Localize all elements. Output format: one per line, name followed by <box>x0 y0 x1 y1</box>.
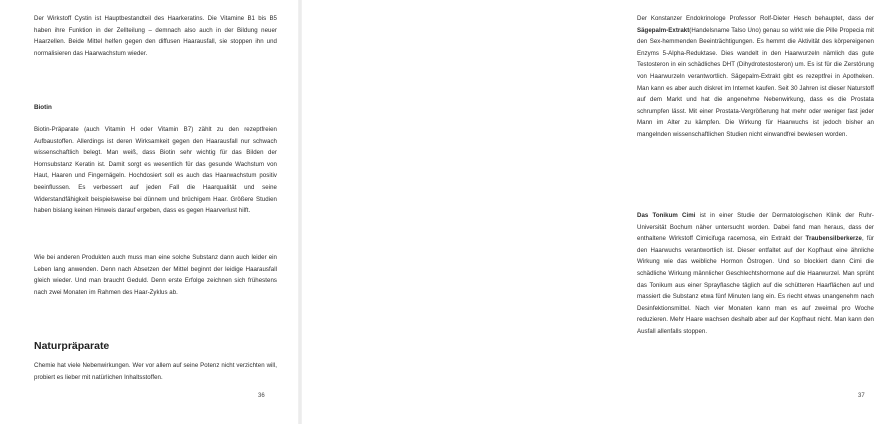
paragraph-natural: Chemie hat viele Nebenwirkungen. Wer vor allem auf seine Potenz nicht verzichten will, probiert es lieber mit natürlichen Inhaltsstoffen. <box>34 362 277 381</box>
subheading-biotin: Biotin <box>34 104 52 111</box>
paragraph-application: Wie bei anderen Produkten auch muss man eine solche Substanz dann auch leider ein Leben lang anwenden. Denn nach Absetzen der Mittel beginnt der leidige Haarausfall gleich wieder. Und man braucht Geduld. Denn erste Erfolge zeichnen sich frühestens nach zwei Monaten im Rahmen des Haar-Zyklus ab. <box>34 254 277 296</box>
paragraph-cystin: Der Wirkstoff Cystin ist Hauptbestandteil des Haarkeratins. Die Vitamine B1 bis B5 haben ihre Funktion in der Zellteilung – demnach also auch in der Bildung neuer Haarzellen. Beide Mittel helfen gegen den diffusen Haarausfall, sie stoppen ihn und normalisieren das Haarwachstum wieder. <box>34 15 277 57</box>
paragraph-cimi: Das Tonikum Cimi ist in einer Studie der Dermatologischen Klinik der Ruhr-Universität Bochum näher untersucht worden. Dabei fand man heraus, dass der enthaltene Wirkstoff Cimicifuga racemosa, ein Extrakt der Traubensilberkerze, für den Haarwuchs verantwortlich ist. Dieser entfaltet auf der Kopfhaut eine ähnliche Wirkung wie das weibliche Hormon Östrogen. Und so blockiert dann Cimi die schädliche Wirkung männlicher Geschlechtshormone auf die Haarwurzel. Man sprüht das Tonikum aus einer Sprayflasche täglich auf die schütteren Haarflächen auf und massiert die Substanz etwa fünf Minuten lang ein. Es riecht etwas unangenehm nach Desinfektionsmittel. Nach vier Monaten kann man es auf zweimal pro Woche reduzieren. Mehr Haare wachsen deshalb aber auf der Kopfhaut nicht. Man kann den Ausfall allenfalls stoppen. <box>637 212 874 335</box>
page-number-left: 36 <box>258 393 265 399</box>
term-traubensilberkerze: Traubensilberkerze <box>805 235 862 243</box>
right-page <box>300 0 874 424</box>
paragraph-saegepalm: Der Konstanzer Endokrinologe Professor Rolf-Dieter Hesch behauptet, dass der Sägepalm-Extrakt(Handelsname Talso Uno) genau so wirkt wie die Pille Propecia mit den Sex-hemmenden Beeinträchtigungen. Es hemmt die Aktivität des körpereigenen Enzyms 5-Alpha-Reduktase. Dies wandelt in den Haarwurzeln nämlich das gute Testosteron in ein schädliches DHT (Dihydrotestosteron) um. Es ist für die Zerstörung von Haarwurzeln verantwortlich. Sägepalm-Extrakt gibt es rezeptfrei in Apotheken. Man kann es aber auch diskret im Internet kaufen. Seit 30 Jahren ist dieser Naturstoff auf dem Markt und hat die angenehme Nebenwirkung, dass es die Prostata schrumpfen lässt. Mit einer Prostata-Vergrößerung hat mehr oder weniger fast jeder Mann im Alter zu kämpfen. Die Wirkung für Haarwuchs ist jedoch bisher an mangelnden wissenschaftlichen Studien nicht einwandfrei bewiesen worden. <box>637 15 874 138</box>
page-number-right: 37 <box>858 393 865 399</box>
term-tonikum-cimi: Das Tonikum Cimi <box>637 212 696 219</box>
left-page <box>0 0 300 424</box>
term-saegepalm-extrakt: Sägepalm-Extrakt <box>637 26 690 34</box>
section-title-naturpraeparate: Naturpräparate <box>34 340 110 352</box>
paragraph-biotin: Biotin-Präparate (auch Vitamin H oder Vitamin B7) zählt zu den rezeptfreien Aufbaustoffen. Allerdings ist deren Wirksamkeit gegen den Haarausfall nur schwach wissenschaftlich belegt. Man weiß, dass Biotin sehr wichtig für das Bilden der Hornsubstanz Keratin ist. Damit sorgt es wesentlich für das gesunde Wachstum von Haut, Haaren und Fingernägeln. Hochdosiert soll es auch das Haarwachstum positiv beeinflussen. Es verbessert auf jeden Fall die Haarqualität und seine Widerstandfähigkeit beispielsweise bei dünnem und brüchigem Haar. Größere Studien haben bislang keinen Hinweis darauf ergeben, dass es gegen Haarverlust hilft. <box>34 126 277 215</box>
